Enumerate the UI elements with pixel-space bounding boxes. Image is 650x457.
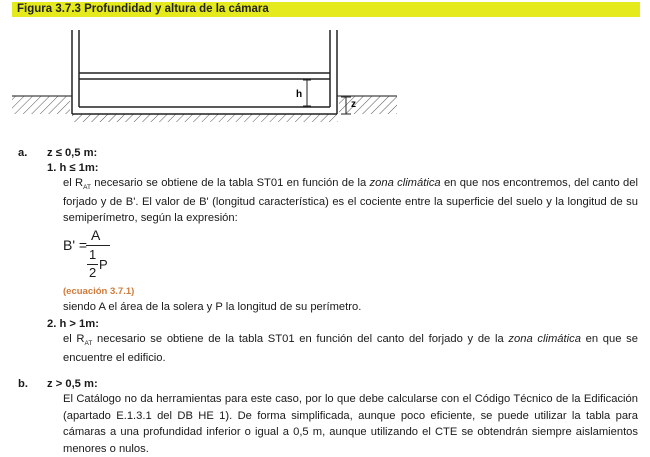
item2-text: el $R_{AT}$ necesario se obtiene de la tabla ST01 en función del canto del forjado y de la zona climática en que se encuentre el edificio. xyxy=(63,333,638,364)
section-b-text: El Catálogo no da herramientas para este caso, por lo que debe calcularse con el Código Técnico de la Edificación (apartado E.1.3.1 del DB HE 1). De forma simplificada, aunque poco eficiente, se puede utilizar la tabla para cámaras a una profundidad inferior o igual a 0,5 m, aunque utilizando el CTE se obtendrán siempre aislamientos menores o nulos. xyxy=(63,393,638,455)
eq-lhs: B' = xyxy=(63,237,88,253)
equation-ref: (ecuación 3.7.1) xyxy=(63,286,135,297)
item1-text: el $R_{AT}$ necesario se obtiene de la tabla ST01 en función de la zona climática en que nos encontremos, del canto del forjado y de B'. El valor de B' (longitud característica) es el cociente entre la superficie del suelo y la longitud de su semiperímetro, según la expresión: xyxy=(63,177,638,224)
eq-numerator: A xyxy=(91,227,101,243)
eq-p: P xyxy=(99,257,108,272)
section-b-heading: z > 0,5 m: xyxy=(47,378,98,390)
ground-left xyxy=(12,96,70,114)
eq-fraction-bar xyxy=(86,245,110,246)
eq-half-num: 1 xyxy=(89,247,97,262)
ground-under xyxy=(72,114,338,122)
eq-half-den: 2 xyxy=(89,265,97,280)
figure-title: Figura 3.7.3 Profundidad y altura de la cámara xyxy=(12,2,640,17)
section-a-heading: z ≤ 0,5 m: xyxy=(47,147,98,159)
section-a-letter: a. xyxy=(18,147,28,159)
item2-heading: 2. h > 1m: xyxy=(47,318,99,330)
section-b-letter: b. xyxy=(18,378,28,390)
after-equation-text: siendo A el área de la solera y P la longitud de su perímetro. xyxy=(63,301,362,313)
chamber-diagram xyxy=(0,18,650,130)
h-label: h xyxy=(296,89,303,100)
ground-right xyxy=(339,96,397,114)
z-label: z xyxy=(351,99,356,110)
item1-heading: 1. h ≤ 1m: xyxy=(47,162,99,174)
